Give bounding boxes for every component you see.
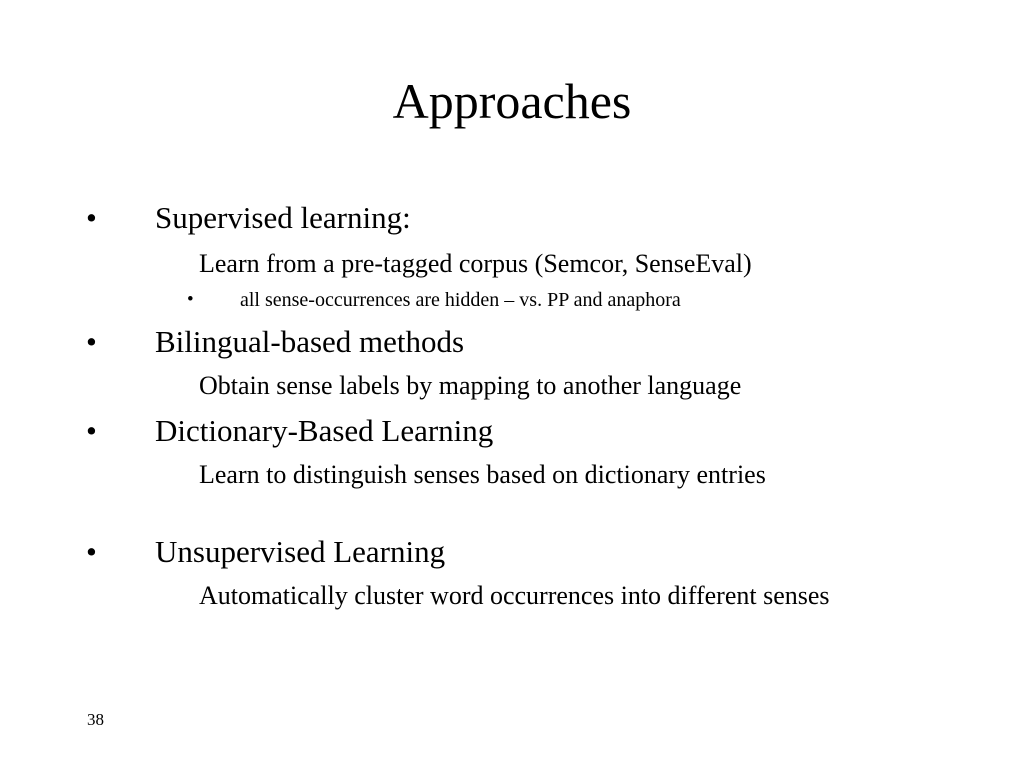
bullet-detail-supervised: Learn from a pre-tagged corpus (Semcor, SenseEval) <box>199 249 752 278</box>
bullet-detail-dictionary: Learn to distinguish senses based on dictionary entries <box>199 460 766 489</box>
bullet-detail-bilingual: Obtain sense labels by mapping to another language <box>199 371 742 400</box>
slide-title: Approaches <box>392 73 632 129</box>
bullet-heading-dictionary: Dictionary-Based Learning <box>155 413 494 448</box>
bullet-heading-supervised: Supervised learning: <box>155 200 411 235</box>
bullet-icon: • <box>86 534 97 569</box>
bullet-detail-unsupervised: Automatically cluster word occurrences into different senses <box>199 581 830 610</box>
bullet-icon: • <box>86 324 97 359</box>
bullet-heading-unsupervised: Unsupervised Learning <box>155 534 446 569</box>
slide-number: 38 <box>87 710 104 729</box>
bullet-heading-bilingual: Bilingual-based methods <box>155 324 465 359</box>
sub-bullet-icon: • <box>187 289 194 310</box>
sub-bullet-hidden-occurrences: all sense-occurrences are hidden – vs. PP and anaphora <box>240 289 681 311</box>
bullet-icon: • <box>86 413 97 448</box>
bullet-icon: • <box>86 200 97 235</box>
